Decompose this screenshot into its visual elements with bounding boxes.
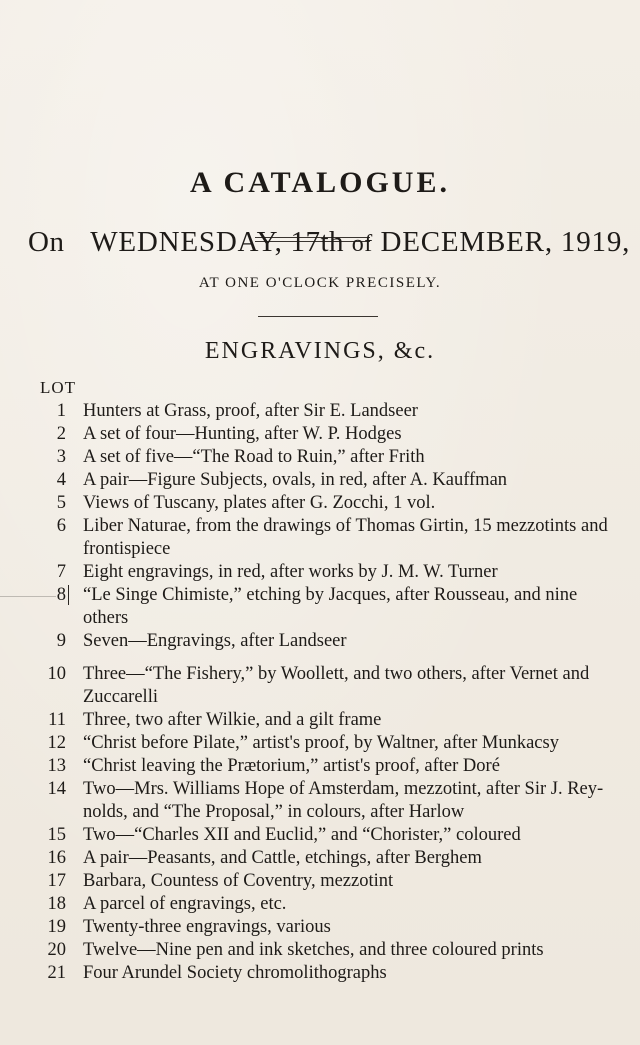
lot-number: 21 <box>47 963 66 983</box>
lot-description-text: Liber Naturae, from the drawings of Thomas Girtin, 15 mezzotints and <box>83 516 608 536</box>
lot-description <box>83 778 612 824</box>
lot-description-text: A set of four—Hunting, after W. P. Hodges <box>83 424 402 444</box>
lot-item <box>0 755 640 778</box>
lot-item <box>0 492 640 515</box>
lot-number: 7 <box>56 562 66 582</box>
lot-number: 19 <box>47 917 66 937</box>
lot-column-header: LOT <box>40 378 77 397</box>
lot-description <box>83 939 612 962</box>
lot-description <box>83 515 612 561</box>
lot-list <box>0 400 640 985</box>
lot-description-text: Hunters at Grass, proof, after Sir E. Landseer <box>83 401 418 421</box>
sale-of: of <box>351 231 373 257</box>
lot-description-text: “Le Singe Chimiste,” etching by Jacques, after Rousseau, and nine <box>83 585 578 605</box>
lot-description <box>83 584 612 630</box>
lot-number: 9 <box>56 631 66 651</box>
lot-item <box>0 732 640 755</box>
lot-description-text: A pair—Peasants, and Cattle, etchings, after Berghem <box>83 848 482 868</box>
lot-item <box>0 916 640 939</box>
lot-item <box>0 446 640 469</box>
lot-item <box>0 962 640 985</box>
lot-description <box>83 423 612 446</box>
lot-item <box>0 870 640 893</box>
lot-item <box>0 824 640 847</box>
lot-description <box>83 732 612 755</box>
lot-description-text: A pair—Figure Subjects, ovals, in red, after A. Kauffman <box>83 470 508 490</box>
lot-item <box>0 778 640 824</box>
lot-description-text: Three—“The Fishery,” by Woollett, and two others, after Vernet and <box>83 664 590 684</box>
lot-number: 3 <box>56 447 66 467</box>
lot-description <box>83 400 612 423</box>
lot-number: 8 <box>56 585 66 605</box>
lot-description <box>83 492 612 515</box>
lot-item <box>0 423 640 446</box>
lot-description-text: Twelve—Nine pen and ink sketches, and three coloured prints <box>83 940 544 960</box>
lot-item <box>0 584 640 630</box>
sale-day: 17th <box>290 226 345 258</box>
lot-description <box>83 446 612 469</box>
lot-description <box>83 469 612 492</box>
lot-item <box>0 561 640 584</box>
margin-mark <box>0 596 56 597</box>
lot-description <box>83 824 612 847</box>
lot-item <box>0 663 640 709</box>
lot-description-text: Eight engravings, in red, after works by J. M. W. Turner <box>83 562 498 582</box>
lot-item <box>0 630 640 653</box>
sale-time: AT ONE O'CLOCK PRECISELY. <box>198 275 442 291</box>
lot-number: 18 <box>47 894 66 914</box>
section-heading: ENGRAVINGS, &c. <box>204 338 436 364</box>
lot-description-continuation: frontispiece <box>83 539 171 559</box>
lot-number: 14 <box>47 779 66 799</box>
lot-description <box>83 916 612 939</box>
lot-description <box>83 962 612 985</box>
lot-number: 17 <box>47 871 66 891</box>
lot-description <box>83 893 612 916</box>
lot-number: 16 <box>47 848 66 868</box>
lot-description-continuation: others <box>83 608 129 628</box>
sale-prefix: On <box>28 226 65 258</box>
lot-number: 10 <box>47 664 66 684</box>
lot-number: 12 <box>47 733 66 753</box>
lot-item <box>0 515 640 561</box>
sale-date-line <box>28 226 630 259</box>
lot-number: 1 <box>56 401 66 421</box>
lot-description-text: Views of Tuscany, plates after G. Zocchi, 1 vol. <box>83 493 436 513</box>
lot-description-text: Seven—Engravings, after Landseer <box>83 631 347 651</box>
lot-item <box>0 893 640 916</box>
lot-description <box>83 870 612 893</box>
lot-item <box>0 400 640 423</box>
sale-month-year: DECEMBER, 1919, <box>380 226 631 258</box>
lot-description <box>83 709 612 732</box>
lot-number: 11 <box>48 710 66 730</box>
lot-description-continuation: nolds, and “The Proposal,” in colours, after Harlow <box>83 802 465 822</box>
lot-number: 4 <box>56 470 66 490</box>
lot-description-continuation: Zuccarelli <box>83 687 158 707</box>
lot-description-text: Two—“Charles XII and Euclid,” and “Chorister,” coloured <box>83 825 521 845</box>
lot-description <box>83 663 612 709</box>
lot-item <box>0 709 640 732</box>
catalogue-title: A CATALOGUE. <box>190 166 450 199</box>
lot-number: 13 <box>47 756 66 776</box>
lot-number: 6 <box>56 516 66 536</box>
lot-number: 20 <box>47 940 66 960</box>
lot-description <box>83 561 612 584</box>
lot-number: 2 <box>56 424 66 444</box>
margin-bracket <box>68 585 70 605</box>
lot-description-text: “Christ leaving the Prætorium,” artist's proof, after Doré <box>83 756 500 776</box>
lot-description-text: Three, two after Wilkie, and a gilt frame <box>83 710 382 730</box>
lot-description-text: A set of five—“The Road to Ruin,” after Frith <box>83 447 425 467</box>
lot-description-text: “Christ before Pilate,” artist's proof, by Waltner, after Munkacsy <box>83 733 559 753</box>
lot-description <box>83 755 612 778</box>
sale-weekday: WEDNESDAY, <box>90 226 283 258</box>
lot-item <box>0 847 640 870</box>
lot-item <box>0 469 640 492</box>
lot-description <box>83 630 612 653</box>
lot-description-text: Four Arundel Society chromolithographs <box>83 963 387 983</box>
lot-description-text: Twenty-three engravings, various <box>83 917 331 937</box>
time-rule <box>258 316 378 317</box>
lot-number: 15 <box>47 825 66 845</box>
lot-number: 5 <box>56 493 66 513</box>
lot-description <box>83 847 612 870</box>
lot-description-text: A parcel of engravings, etc. <box>83 894 287 914</box>
lot-item <box>0 939 640 962</box>
lot-description-text: Barbara, Countess of Coventry, mezzotint <box>83 871 394 891</box>
lot-description-text: Two—Mrs. Williams Hope of Amsterdam, mezzotint, after Sir J. Rey- <box>83 779 604 799</box>
